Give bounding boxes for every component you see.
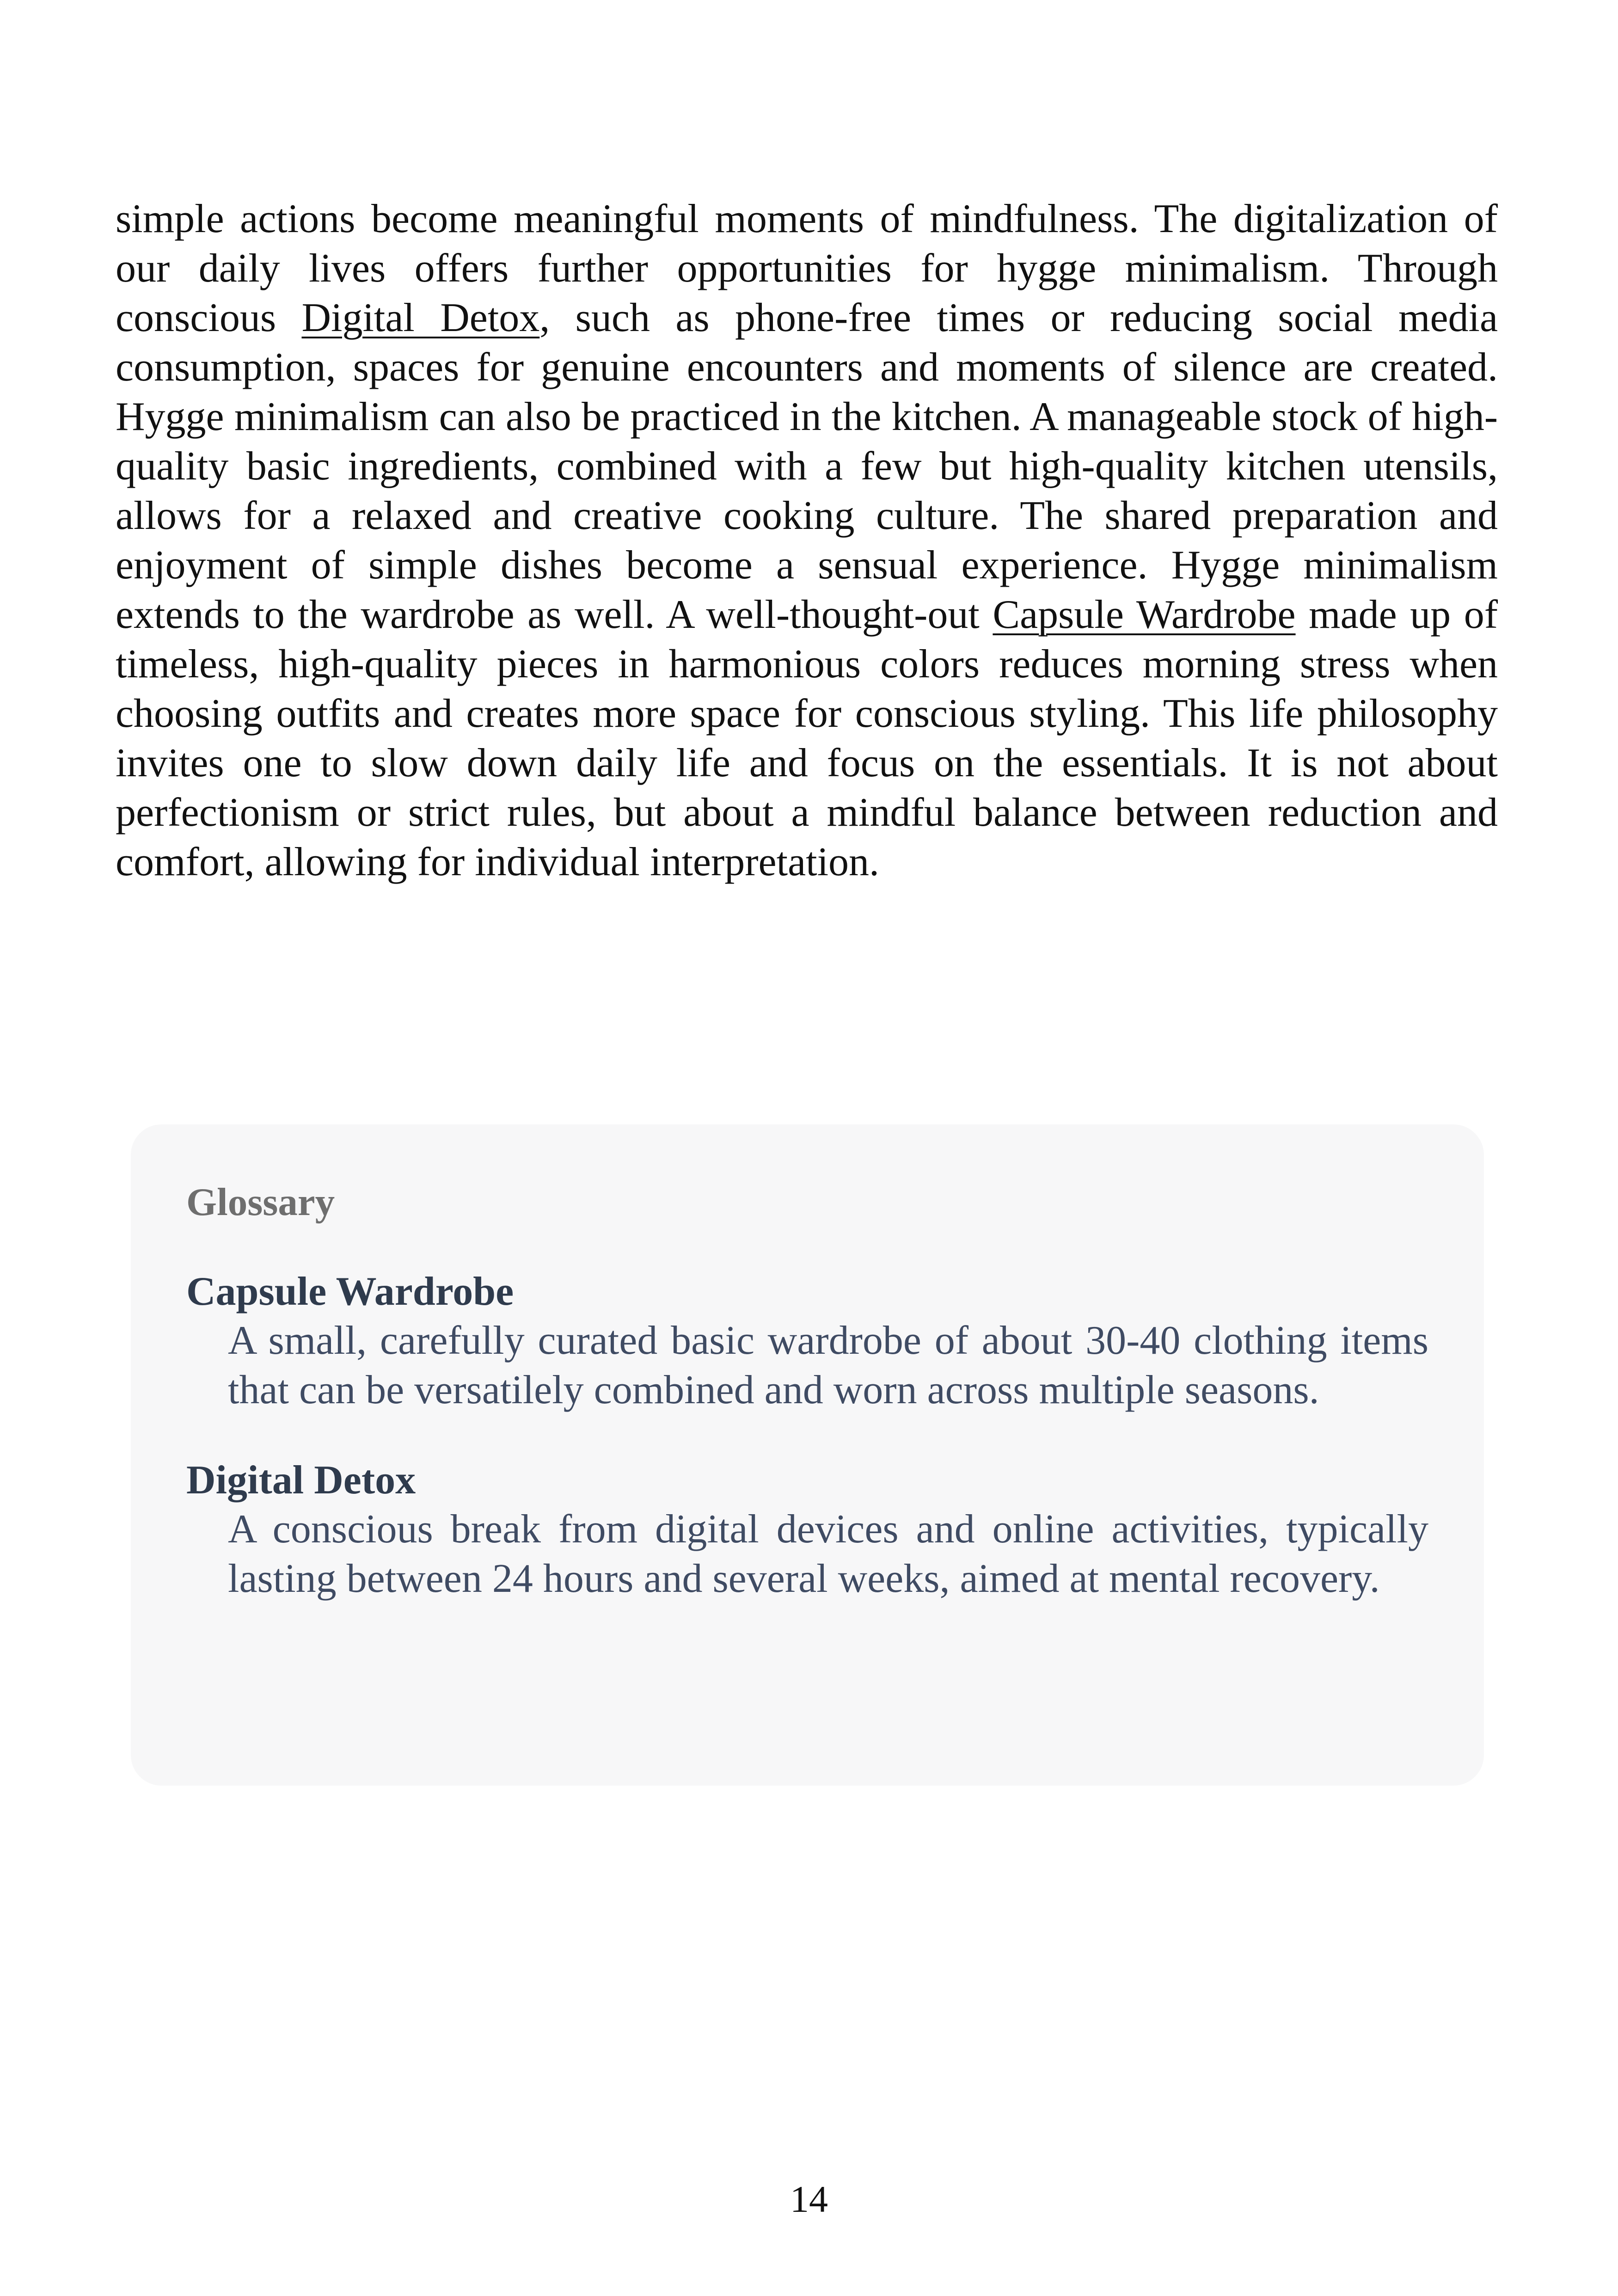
glossary-link-digital-detox[interactable]: Digital Detox (301, 295, 540, 340)
glossary-box (131, 1124, 1484, 1786)
glossary-definition: A small, carefully curated basic wardrobe of about 30-40 clothing items that can be versatilely combined and worn across multiple seasons. (228, 1318, 1428, 1412)
body-text-segment: , such as phone-free times or reducing social media consumption, spaces for genuine encounters and moments of silence are created. Hygge minimalism can also be practiced in the kitchen. A manageable stock of high-quality basic ingredients, combined with a few but high-quality kitchen utensils, allows for a relaxed and creative cooking culture. The shared preparation and enjoyment of simple dishes become a sensual experience. Hygge minimalism extends to the wardrobe as well. A well-thought-out (116, 295, 1498, 637)
glossary-heading: Glossary (186, 1180, 335, 1224)
page-number: 14 (790, 2178, 828, 2220)
glossary-term: Digital Detox (186, 1458, 416, 1503)
glossary-entry-capsule-wardrobe (186, 1268, 1428, 1415)
glossary-term: Capsule Wardrobe (186, 1269, 514, 1314)
body-paragraph (116, 194, 1498, 887)
body-text-segment: made up of timeless, high-quality pieces in harmonious colors reduces morning stress when choosing outfits and creates more space for conscious styling. This life philosophy invites one to slow down daily life and focus on the essentials. It is not about perfectionism or strict rules, but about a mindful balance between reduction and comfort, allowing for individual interpretation. (116, 592, 1498, 884)
glossary-definition: A conscious break from digital devices and online activities, typically lasting between 24 hours and several weeks, aimed at mental recovery. (228, 1507, 1428, 1601)
glossary-entry-digital-detox (186, 1456, 1428, 1603)
glossary-link-capsule-wardrobe[interactable]: Capsule Wardrobe (993, 592, 1296, 637)
body-text-segment: simple actions become meaningful moments of mindfulness. The digitalization of our daily lives offers further opportunities for hygge minimalism. Through conscious (116, 196, 1498, 340)
